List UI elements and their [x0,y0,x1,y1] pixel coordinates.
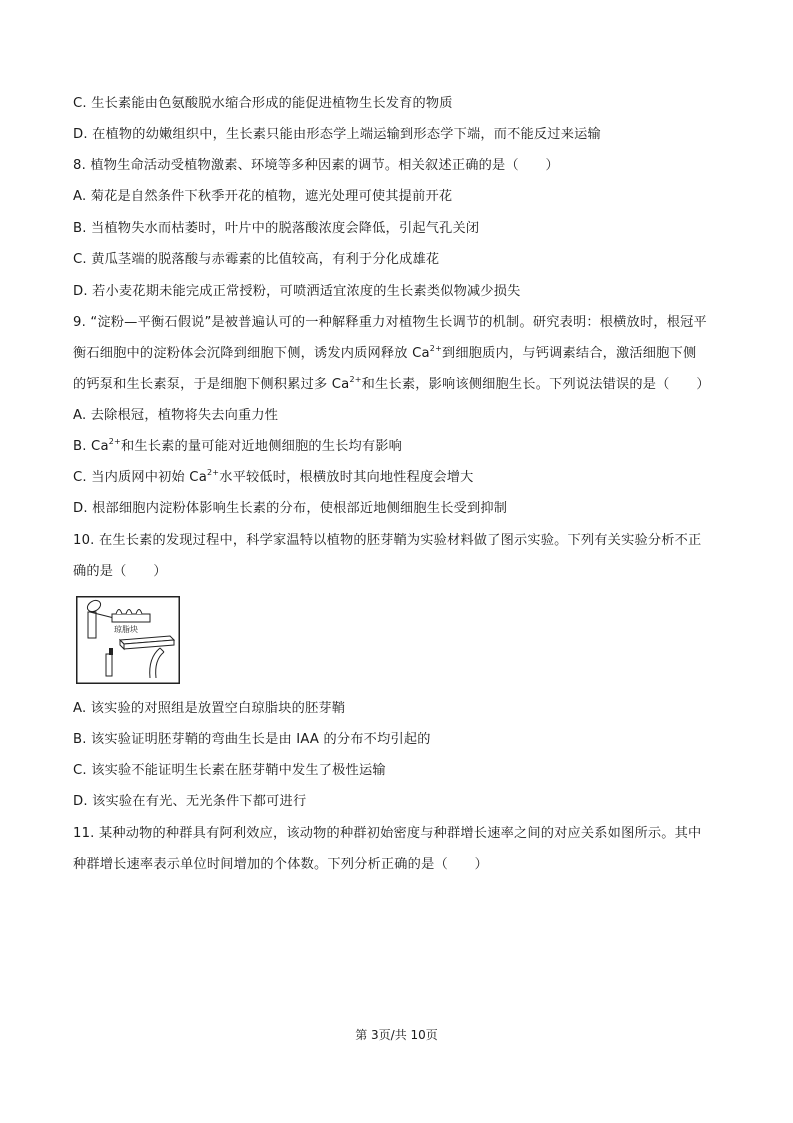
question-9-stem-line2 [73,344,696,364]
question-10-stem-line2: 确的是（ ） [73,564,167,579]
option-b-q9 [73,437,402,457]
agar-block-top [112,614,150,622]
option-c-q7: C. 生长素能由色氨酸脱水缩合形成的能促进植物生长发育的物质 [73,96,453,111]
text-segment: 和生长素，影响该侧细胞生长。下列说法错误的是（ ） [361,377,710,392]
text-segment: 的钙泵和生长素泵，于是细胞下侧积累过多 Ca [73,377,350,392]
text-segment: 到细胞质内，与钙调素结合，激活细胞下侧 [441,346,697,361]
text-segment: 和生长素的量可能对近地侧细胞的生长均有影响 [120,439,403,454]
figure-drawing [76,596,180,684]
superscript: 2+ [108,437,121,446]
decapitated-coleoptile [106,654,112,676]
option-c-q9 [73,468,474,488]
option-a-q9: A. 去除根冠，植物将失去向重力性 [73,408,279,423]
question-10-stem-line1: 10. 在生长素的发现过程中，科学家温特以植物的胚芽鞘为实验材料做了图示实验。下列有关实验分析不正 [73,533,702,548]
page-footer: 第 3页/共 10页 [355,1028,438,1042]
superscript: 2+ [429,344,442,353]
option-c-q10: C. 该实验不能证明生长素在胚芽鞘中发生了极性运输 [73,763,386,778]
text-segment: 衡石细胞中的淀粉体会沉降到细胞下侧，诱发内质网释放 Ca [73,346,430,361]
question-11-stem-line1: 11. 某种动物的种群具有阿利效应，该动物的种群初始密度与种群增长速率之间的对应关系如图所示。其中 [73,826,702,841]
option-d-q7: D. 在植物的幼嫩组织中，生长素只能由形态学上端运输到形态学下端，而不能反过来运输 [73,127,601,142]
question-11-stem-line2: 种群增长速率表示单位时间增加的个体数。下列分析正确的是（ ） [73,857,489,872]
text-segment: C. 当内质网中初始 Ca [73,470,207,485]
text-segment: B. Ca [73,439,109,454]
superscript: 2+ [349,375,362,384]
option-a-q10: A. 该实验的对照组是放置空白琼脂块的胚芽鞘 [73,701,346,716]
option-d-q9: D. 根部细胞内淀粉体影响生长素的分布，使根部近地侧细胞生长受到抑制 [73,501,508,516]
agar-piece [109,648,113,655]
superscript: 2+ [207,468,220,477]
option-b-q8: B. 当植物失水而枯萎时，叶片中的脱落酸浓度会降低，引起气孔关闭 [73,221,480,236]
coleoptile-tips-on-agar [116,610,142,615]
option-d-q10: D. 该实验在有光、无光条件下都可进行 [73,794,307,809]
question-8-stem: 8. 植物生命活动受植物激素、环境等多种因素的调节。相关叙述正确的是（ ） [73,158,559,173]
option-a-q8: A. 菊花是自然条件下秋季开花的植物，遮光处理可使其提前开花 [73,189,453,204]
went-experiment-figure [76,596,180,684]
option-b-q10: B. 该实验证明胚芽鞘的弯曲生长是由 IAA 的分布不均引起的 [73,732,431,747]
question-9-stem-line1: 9. “淀粉—平衡石假说”是被普遍认可的一种解释重力对植物生长调节的机制。研究表明：根横放时，根冠平 [73,315,707,330]
coleoptile-stub [88,612,96,638]
option-d-q8: D. 若小麦花期未能完成正常授粉，可喷洒适宜浓度的生长素类似物减少损失 [73,284,521,299]
agar-label: 琼脂块 [114,625,138,634]
question-9-stem-line3 [73,375,710,395]
text-segment: 水平较低时，根横放时其向地性程度会增大 [219,470,474,485]
option-c-q8: C. 黄瓜茎端的脱落酸与赤霉素的比值较高，有利于分化成雄花 [73,252,440,267]
